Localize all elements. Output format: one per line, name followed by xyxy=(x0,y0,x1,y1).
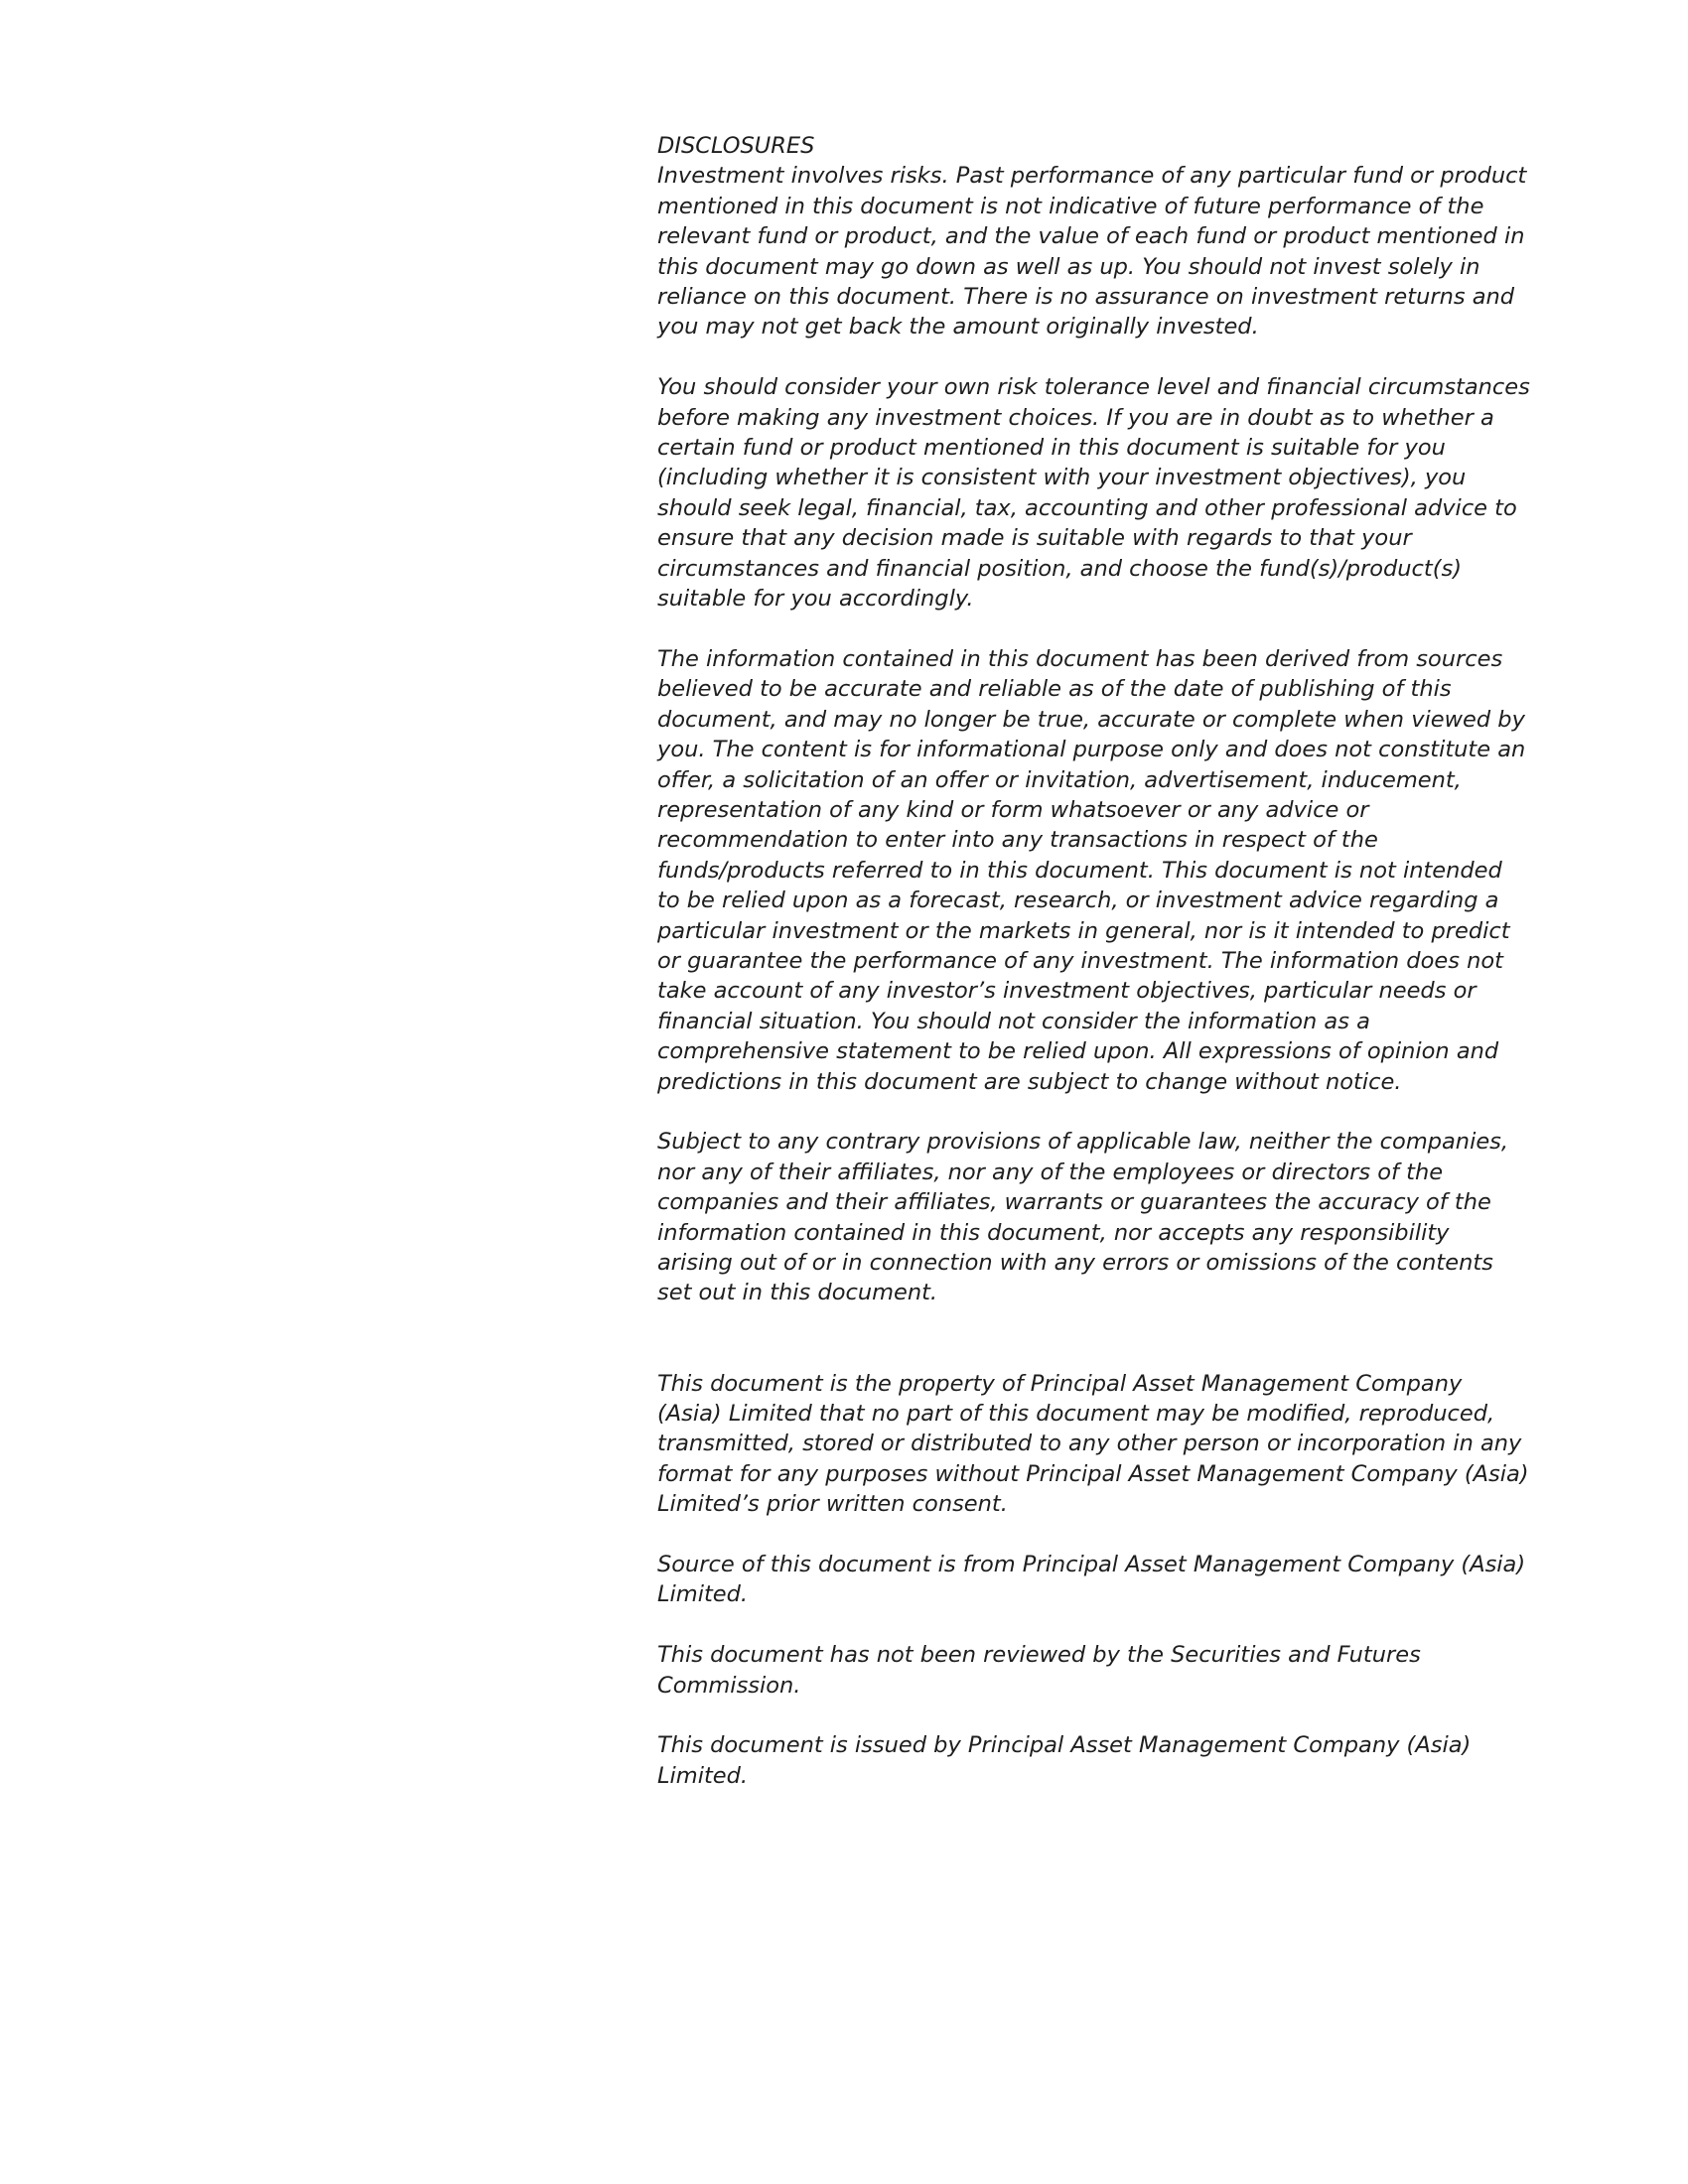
paragraph-source: Source of this document is from Principal Asset Management Company (Asia) Limited. xyxy=(657,1552,1526,1608)
paragraph-information-sources: The information contained in this document has been derived from sources believed to be accurate and reliable as of the date of publishing of this document, and may no longer be true, accurate or complete when viewed by you. The content is for informational purpose only and does not constitute an offer, a solicitation of an offer or invitation, advertisement, inducement, representation of any kind or form whatsoever or any advice or recommendation to enter into any transactions in respect of the funds/products referred to in this document. This document is not intended to be relied upon as a forecast, research, or investment advice regarding a particular investment or the markets in general, nor is it intended to predict or guarantee the performance of any investment. The information does not take account of any investor’s investment objectives, particular needs or financial situation. You should not consider the information as a comprehensive statement to be relied upon. All expressions of opinion and predictions in this document are subject to change without notice. xyxy=(657,645,1526,1095)
disclosures-section xyxy=(657,131,1531,1791)
paragraph-issuer: This document is issued by Principal Asset Management Company (Asia) Limited. xyxy=(657,1732,1472,1789)
paragraph-not-reviewed: This document has not been reviewed by the Securities and Futures Commission. xyxy=(657,1642,1421,1699)
paragraph-property: This document is the property of Principal Asset Management Company (Asia) Limited that no part of this document may be modified, reproduced, transmitted, stored or distributed to any other person or incorporation in any format for any purposes without Principal Asset Management Company (Asia) Limited’s prior written consent. xyxy=(657,1370,1529,1518)
paragraph-investment-risks: Investment involves risks. Past performance of any particular fund or product mentioned in this document is not indicative of future performance of the relevant fund or product, and the value of each fund or product mentioned in this document may go down as well as up. You should not invest solely in reliance on this document. There is no assurance on investment returns and you may not get back the amount originally invested. xyxy=(657,163,1527,341)
paragraph-risk-tolerance: You should consider your own risk tolerance level and financial circumstances before making any investment choices. If you are in doubt as to whether a certain fund or product mentioned in this document is suitable for you (including whether it is consistent with your investment objectives), you should seek legal, financial, tax, accounting and other professional advice to ensure that any decision made is suitable with regards to that your circumstances and financial position, and choose the fund(s)/product(s) suitable for you accordingly. xyxy=(657,374,1530,613)
disclosures-heading: DISCLOSURES xyxy=(657,133,815,159)
paragraph-liability: Subject to any contrary provisions of applicable law, neither the companies, nor any of their affiliates, nor any of the employees or directors of the companies and their affiliates, warrants or guarantees the accuracy of the information contained in this document, nor accepts any responsibility arising out of or in connection with any errors or omissions of the contents set out in this document. xyxy=(657,1129,1509,1306)
